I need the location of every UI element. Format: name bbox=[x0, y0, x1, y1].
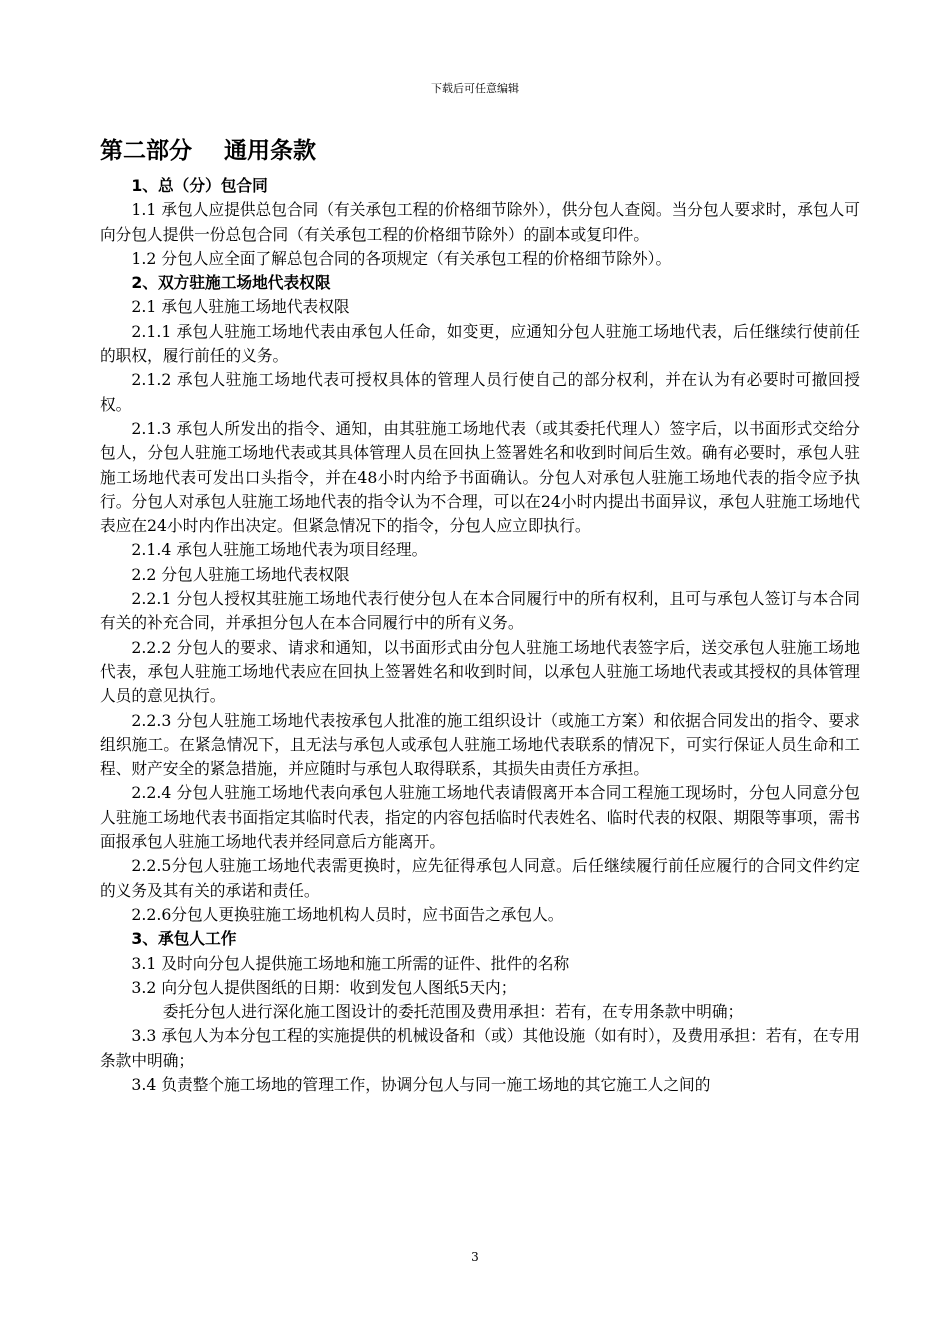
paragraph-2-2-1: 2.2.1 分包人授权其驻施工场地代表行使分包人在本合同履行中的所有权利，且可与承包人签订与本合同有关的补充合同，并承担分包人在本合同履行中的所有义务。 bbox=[100, 589, 860, 633]
paragraph-2-1-4: 2.1.4 承包人驻施工场地代表为项目经理。 bbox=[131, 540, 428, 560]
paragraph-2-2-4: 2.2.4 分包人驻施工场地代表向承包人驻施工场地代表请假离开本合同工程施工现场时，分包人同意分包人驻施工场地代表书面指定其临时代表，指定的内容包括临时代表姓名、临时代表的权限、期限等事项，需书面报承包人驻施工场地代表并经同意后方能离开。 bbox=[100, 783, 860, 852]
paragraph-3-3: 3.3 承包人为本分包工程的实施提供的机械设备和（或）其他设施（如有时），及费用承担：若有，在专用条款中明确； bbox=[100, 1026, 860, 1070]
paragraph-2-1-3: 2.1.3 承包人所发出的指令、通知，由其驻施工场地代表（或其委托代理人）签字后，以书面形式交给分包人，分包人驻施工场地代表或其具体管理人员在回执上签署姓名和收到时间后生效。确有必要时，承包人驻施工场地代表可发出口头指令，并在48小时内给予书面确认。分包人对承包人驻施工场地代表的指令应予执行。分包人对承包人驻施工场地代表的指令认为不合理，可以在24小时内提出书面异议，承包人驻施工场地代表应在24小时内作出决定。但紧急情况下的指令，分包人应立即执行。 bbox=[100, 418, 860, 536]
paragraph-1-2: 1.2 分包人应全面了解总包合同的各项规定（有关承包工程的价格细节除外）。 bbox=[131, 248, 672, 268]
paragraph-2-2-3: 2.2.3 分包人驻施工场地代表按承包人批准的施工组织设计（或施工方案）和依据合同发出的指令、要求组织施工。在紧急情况下，且无法与承包人或承包人驻施工场地代表联系的情况下，可实行保证人员生命和工程、财产安全的紧急措施，并应随时与承包人取得联系，其损失由责任方承担。 bbox=[100, 710, 860, 779]
paragraph-2-1-1: 2.1.1 承包人驻施工场地代表由承包人任命，如变更，应通知分包人驻施工场地代表，后任继续行使前任的职权，履行前任的义务。 bbox=[100, 321, 860, 366]
paragraph-2-2-6: 2.2.6分包人更换驻施工场地机构人员时，应书面告之承包人。 bbox=[131, 904, 564, 924]
page-header: 下载后可任意编辑 bbox=[431, 82, 519, 95]
paragraph-3-1: 3.1 及时向分包人提供施工场地和施工所需的证件、批件的名称 bbox=[131, 953, 570, 973]
paragraph-3-4: 3.4 负责整个施工场地的管理工作，协调分包人与同一施工场地的其它施工人之间的 bbox=[131, 1074, 711, 1094]
section-title: 第二部分 通用条款 bbox=[100, 138, 317, 164]
paragraph-3-2-note: 委托分包人进行深化施工图设计的委托范围及费用承担：若有，在专用条款中明确； bbox=[162, 1002, 744, 1022]
paragraph-2-1: 2.1 承包人驻施工场地代表权限 bbox=[131, 297, 350, 317]
paragraph-2-1-2: 2.1.2 承包人驻施工场地代表可授权具体的管理人员行使自己的部分权利，并在认为有必要时可撤回授权。 bbox=[100, 370, 860, 414]
heading-3: 3、承包人工作 bbox=[131, 929, 237, 949]
paragraph-2-2: 2.2 分包人驻施工场地代表权限 bbox=[131, 564, 350, 584]
heading-1: 1、总（分）包合同 bbox=[131, 176, 268, 195]
paragraph-3-2: 3.2 向分包人提供图纸的日期：收到发包人图纸5天内； bbox=[131, 977, 517, 997]
paragraph-2-2-2: 2.2.2 分包人的要求、请求和通知，以书面形式由分包人驻施工场地代表签字后，送交承包人驻施工场地代表，承包人驻施工场地代表应在回执上签署姓名和收到时间，以承包人驻施工场地代表或其授权的具体管理人员的意见执行。 bbox=[100, 637, 860, 706]
paragraph-1-1: 1.1 承包人应提供总包合同（有关承包工程的价格细节除外），供分包人查阅。当分包人要求时，承包人可向分包人提供一份总包合同（有关承包工程的价格细节除外）的副本或复印件。 bbox=[100, 200, 860, 244]
document-body bbox=[100, 174, 860, 1097]
paragraph-2-2-5: 2.2.5分包人驻施工场地代表需更换时，应先征得承包人同意。后任继续履行前任应履行的合同文件约定的义务及其有关的承诺和责任。 bbox=[100, 856, 860, 900]
page-number: 3 bbox=[471, 1250, 479, 1264]
heading-2: 2、双方驻施工场地代表权限 bbox=[131, 273, 331, 293]
